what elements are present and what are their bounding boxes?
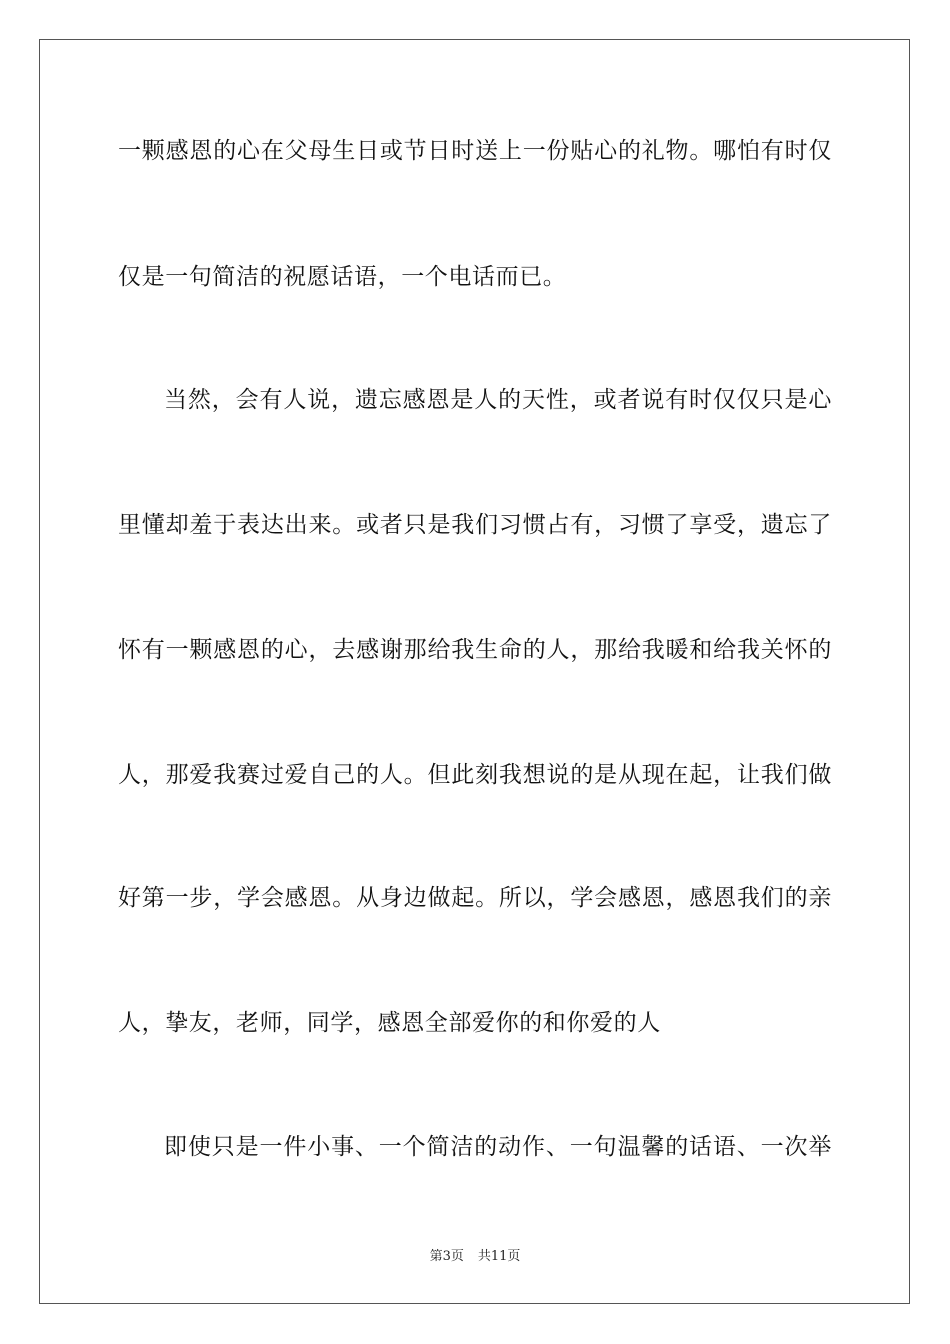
total-pages: 共11页 [477,1249,521,1264]
paragraph-line: 仅是一句简洁的祝愿话语，一个电话而已。 [118,264,567,290]
paragraph-line: 即使只是一件小事、一个简洁的动作、一句温馨的话语、一次举 [164,1134,832,1160]
page-number: 第3页 [429,1249,464,1264]
paragraph-line: 怀有一颗感恩的心，去感谢那给我生命的人，那给我暖和给我关怀的 [118,637,832,663]
page-border [39,39,910,1304]
paragraph-line: 当然，会有人说，遗忘感恩是人的天性，或者说有时仅仅只是心 [164,387,832,413]
paragraph-line: 里懂却羞于表达出来。或者只是我们习惯占有，习惯了享受，遗忘了 [118,512,832,538]
paragraph-line: 好第一步，学会感恩。从身边做起。所以，学会感恩，感恩我们的亲 [118,885,832,911]
paragraph-line: 一颗感恩的心在父母生日或节日时送上一份贴心的礼物。哪怕有时仅 [118,138,832,164]
page-footer [0,1248,950,1266]
paragraph-line: 人，那爱我赛过爱自己的人。但此刻我想说的是从现在起，让我们做 [118,762,832,788]
paragraph-line: 人，挚友，老师，同学，感恩全部爱你的和你爱的人 [118,1010,661,1036]
